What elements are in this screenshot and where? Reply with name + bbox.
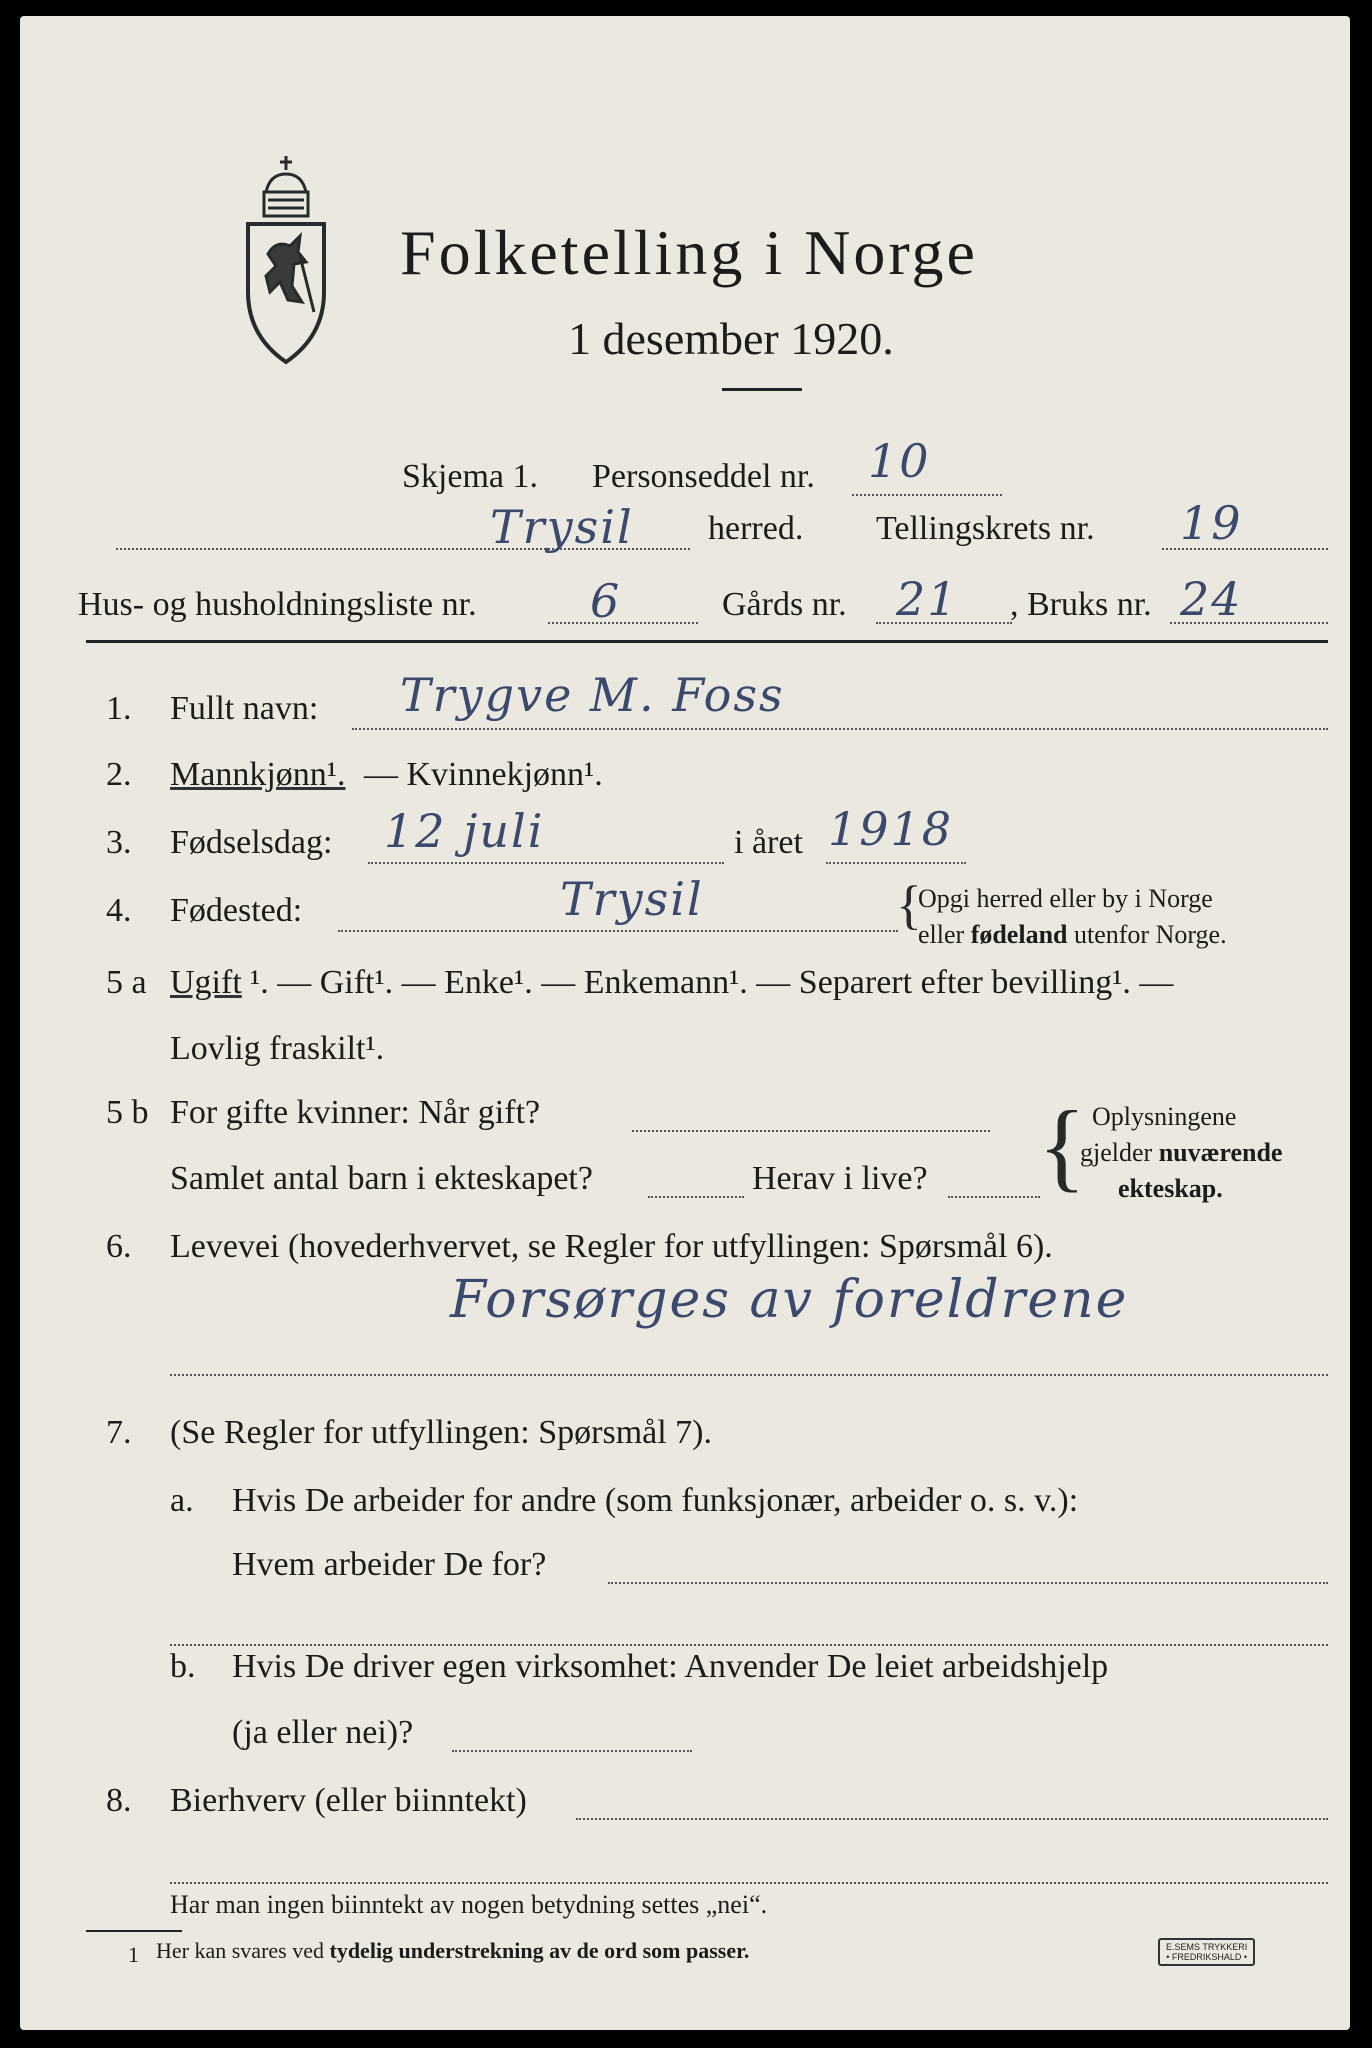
q6-dotted-line (170, 1374, 1328, 1376)
q1-full-name-value: Trygve M. Foss (400, 668, 785, 722)
q3-year-dotted-line (826, 862, 966, 864)
schema-label: Skjema 1. (402, 458, 538, 495)
coat-of-arms-logo (240, 152, 332, 370)
q7b-label: Hvis De driver egen virksomhet: Anvender De leiet arbeidshjelp (232, 1648, 1109, 1685)
form-title: Folketelling i Norge (400, 217, 978, 288)
footnote-mark: 1 (128, 1942, 139, 1967)
q7-number: 7. (106, 1414, 132, 1451)
q5b-married-when-label: For gifte kvinner: Når gift? (170, 1094, 541, 1131)
q5b-married-when-dotted-line (632, 1130, 990, 1132)
q6-label: Levevei (hovederhvervet, se Regler for utfyllingen: Spørsmål 6). (170, 1228, 1053, 1265)
q5b-note-brace: { (1038, 1090, 1086, 1201)
q3-day-dotted-line (368, 862, 724, 864)
husliste-value: 6 (590, 574, 622, 628)
q7a-letter: a. (170, 1482, 194, 1519)
q5a-other-options: ¹. — Gift¹. — Enke¹. — Enkemann¹. — Separert efter bevilling¹. — (250, 964, 1174, 1001)
q4-note-line1: Opgi herred eller by i Norge (918, 884, 1213, 913)
q1-label: Fullt navn: (170, 690, 319, 727)
q6-occupation-value: Forsørges av foreldrene (450, 1270, 1129, 1330)
q4-dotted-line (338, 930, 898, 932)
bruks-value: 24 (1180, 572, 1243, 626)
q5a-unmarried-option: Ugift (170, 964, 242, 1001)
q5b-children-label: Samlet antal barn i ekteskapet? (170, 1160, 593, 1197)
q8-extra-dotted-line (170, 1882, 1328, 1884)
q3-year-label: i året (734, 824, 803, 861)
q5b-number: 5 b (106, 1094, 149, 1131)
personseddel-dotted-line (852, 494, 1002, 496)
q7a-employer-dotted-line (608, 1582, 1328, 1584)
q3-number: 3. (106, 824, 132, 861)
q5b-children-dotted-line (648, 1196, 744, 1198)
q4-label: Fødested: (170, 892, 303, 929)
q5b-alive-label: Herav i live? (752, 1160, 928, 1197)
husliste-dotted-line (548, 622, 698, 624)
printer-stamp: E.SEMS TRYKKERI • FREDRIKSHALD • (1158, 1938, 1255, 1966)
q5b-note-line3: ekteskap. (1118, 1174, 1223, 1203)
q7b-dotted-line (452, 1750, 692, 1752)
q1-dotted-line (352, 728, 1328, 730)
herred-value: Trysil (490, 500, 634, 554)
q8-note: Har man ingen biinntekt av nogen betydning settes „nei“. (170, 1890, 768, 1919)
title-divider (722, 388, 802, 391)
q3-year-value: 1918 (828, 802, 954, 856)
q7a-employer-label: Hvem arbeider De for? (232, 1546, 547, 1583)
personseddel-label: Personseddel nr. (592, 458, 815, 495)
census-date: 1 desember 1920. (568, 313, 894, 364)
q2-female-option: — Kvinnekjønn¹. (364, 756, 603, 793)
footnote-text: Her kan svares ved tydelig understrekning av de ord som passer. (156, 1938, 750, 1963)
q5a-divorced-option: Lovlig fraskilt¹. (170, 1030, 385, 1067)
q2-number: 2. (106, 756, 132, 793)
bruks-label: , Bruks nr. (1010, 586, 1152, 623)
personseddel-value: 10 (868, 434, 931, 488)
q7-label: (Se Regler for utfyllingen: Spørsmål 7). (170, 1414, 713, 1451)
q8-number: 8. (106, 1782, 132, 1819)
footnote-rule (86, 1930, 182, 1932)
q7a-extra-dotted-line (170, 1644, 1328, 1646)
q5b-alive-dotted-line (948, 1196, 1040, 1198)
census-form-sheet (20, 16, 1350, 2030)
q2-male-option: Mannkjønn¹. (170, 756, 346, 793)
husliste-label: Hus- og husholdningsliste nr. (78, 586, 477, 623)
q3-birthday-value: 12 juli (384, 804, 545, 858)
header-separator (86, 640, 1328, 643)
q8-dotted-line (576, 1818, 1328, 1820)
q5a-number: 5 a (106, 964, 147, 1001)
gards-value: 21 (896, 572, 959, 626)
herred-label: herred. (708, 510, 804, 547)
q4-number: 4. (106, 892, 132, 929)
q4-note-line2: eller fødeland utenfor Norge. (918, 920, 1227, 949)
q8-label: Bierhverv (eller biinntekt) (170, 1782, 527, 1819)
tellingskrets-value: 19 (1180, 496, 1243, 550)
q4-note-brace: { (896, 875, 922, 935)
q6-number: 6. (106, 1228, 132, 1265)
q4-birthplace-value: Trysil (560, 872, 704, 926)
q3-label: Fødselsdag: (170, 824, 333, 861)
tellingskrets-label: Tellingskrets nr. (876, 510, 1095, 547)
q7b-letter: b. (170, 1648, 196, 1685)
q5b-note-line1: Oplysningene (1092, 1102, 1237, 1131)
q1-number: 1. (106, 690, 132, 727)
q7b-hired-help-label: (ja eller nei)? (232, 1714, 414, 1751)
gards-label: Gårds nr. (722, 586, 847, 623)
q7a-label: Hvis De arbeider for andre (som funksjonær, arbeider o. s. v.): (232, 1482, 1079, 1519)
q5b-note-line2: gjelder nuværende (1080, 1138, 1283, 1167)
